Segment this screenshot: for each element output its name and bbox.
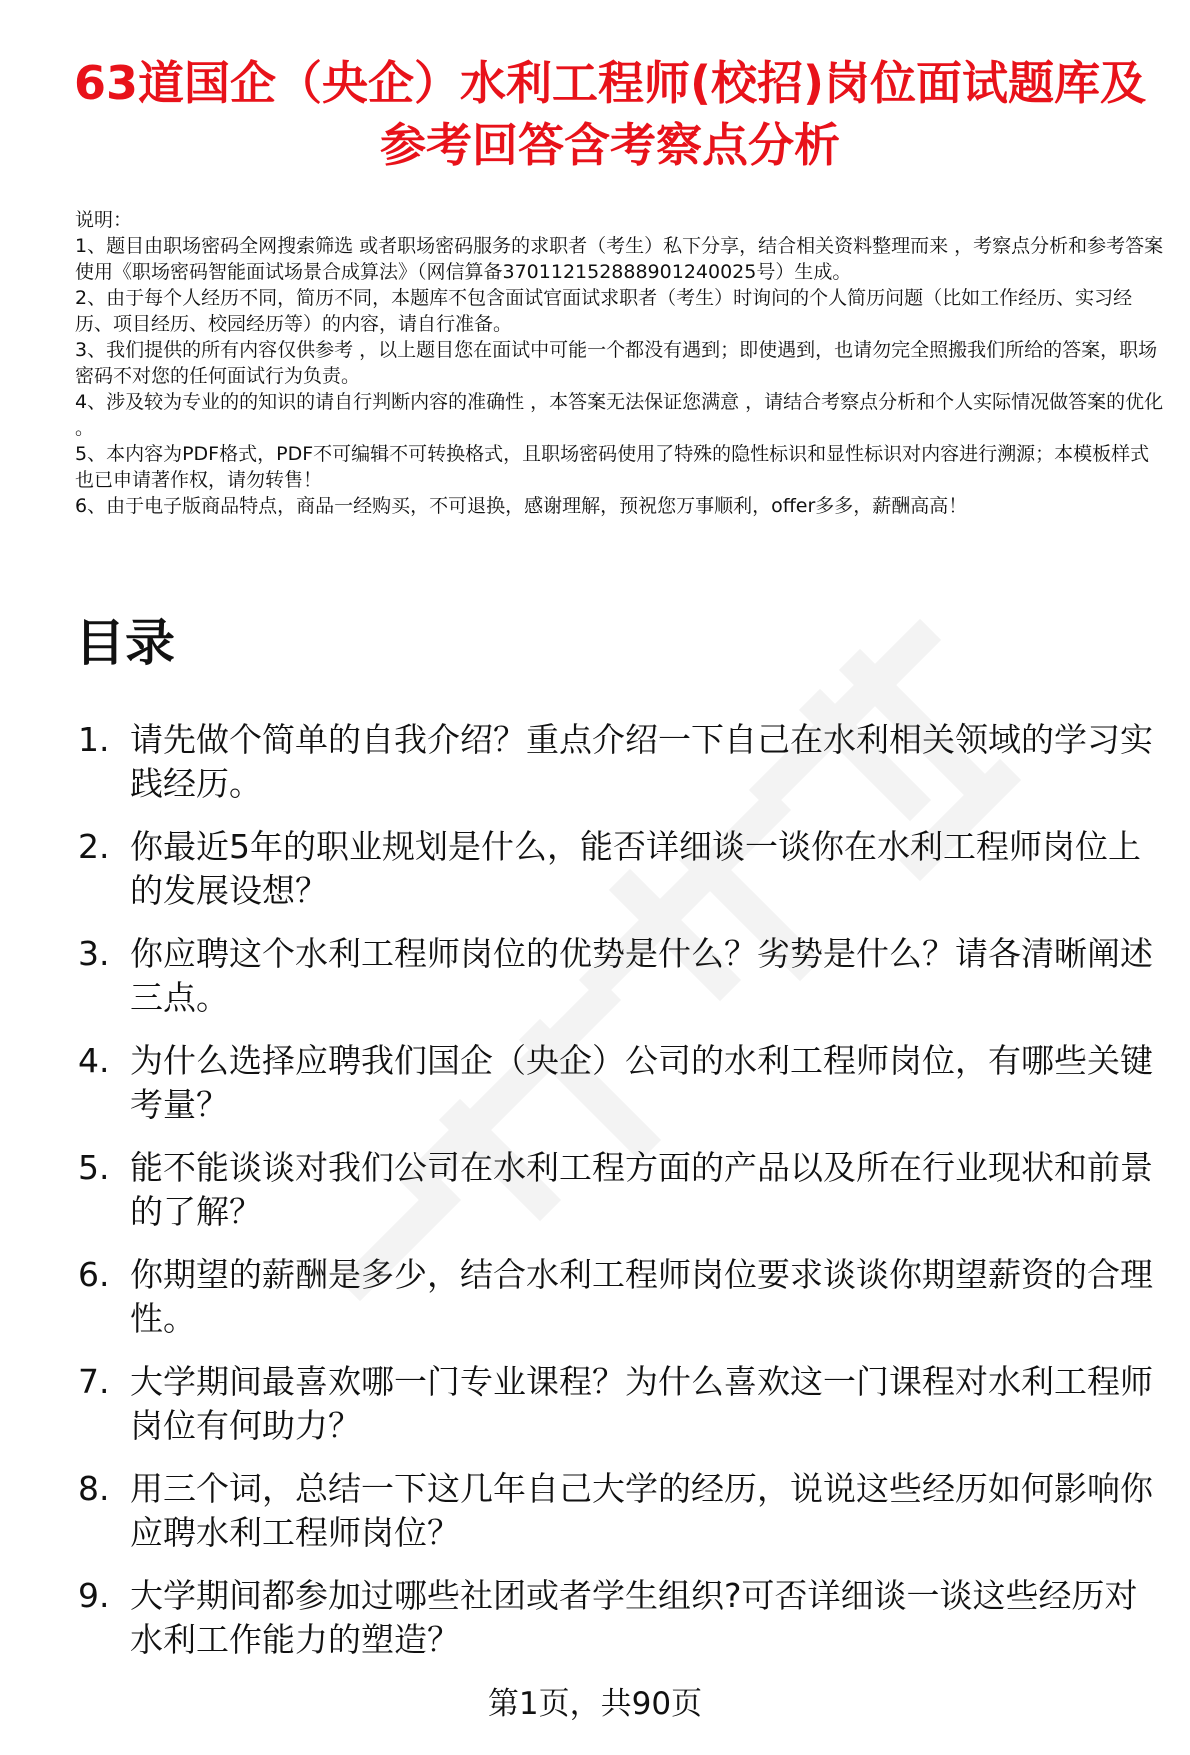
document-title: 63道国企（央企）水利工程师(校招)岗位面试题库及参考回答含考察点分析 [73,56,1147,172]
toc-item[interactable] [75,1467,1165,1574]
toc-item-number: 6. [78,1255,110,1294]
toc-item[interactable] [75,1360,1165,1467]
note-item: 5、本内容为PDF格式，PDF不可编辑不可转换格式，且职场密码使用了特殊的隐性标识和显性标识对内容进行溯源；本模板样式也已申请著作权，请勿转售！ [75,443,1150,491]
note-item: 2、由于每个人经历不同，简历不同，本题库不包含面试官面试求职者（考生）时询问的个人简历问题（比如工作经历、实习经历、项目经历、校园经历等）的内容，请自行准备。 [75,287,1133,335]
notes-section [75,207,1165,519]
toc-item-text: 请先做个简单的自我介绍？重点介绍一下自己在水利相关领域的学习实践经历。 [130,720,1153,803]
note-item: 3、我们提供的所有内容仅供参考 ，以上题目您在面试中可能一个都没有遇到；即使遇到，也请勿完全照搬我们所给的答案，职场密码不对您的任何面试行为负责。 [75,339,1158,387]
toc-item-text: 大学期间最喜欢哪一门专业课程？为什么喜欢这一门课程对水利工程师岗位有何助力？ [130,1362,1153,1445]
toc-item-text: 能不能谈谈对我们公司在水利工程方面的产品以及所在行业现状和前景的了解？ [130,1148,1153,1231]
toc-item[interactable] [75,1146,1165,1253]
toc-item-text: 你最近5年的职业规划是什么，能否详细谈一谈你在水利工程师岗位上的发展设想？ [130,827,1141,910]
toc-item[interactable] [75,718,1165,825]
toc-item-number: 3. [78,934,110,973]
toc-item[interactable] [75,825,1165,932]
page-footer: 第1页，共90页 [487,1686,703,1722]
toc-heading: 目录 [75,614,175,672]
toc-item-number: 1. [78,720,110,759]
toc-item[interactable] [75,1039,1165,1146]
toc-item[interactable] [75,1574,1165,1681]
toc-item-text: 用三个词，总结一下这几年自己大学的经历，说说这些经历如何影响你应聘水利工程师岗位？ [130,1469,1153,1552]
toc-item-number: 8. [78,1469,110,1508]
toc-item-text: 为什么选择应聘我们国企（央企）公司的水利工程师岗位，有哪些关键考量？ [130,1041,1153,1124]
note-item: 1、题目由职场密码全网搜索筛选 或者职场密码服务的求职者（考生）私下分享，结合相关资料整理而来 ，考察点分析和参考答案使用《职场密码智能面试场景合成算法》（网信算备370112152888901240025号）生成。 [75,235,1164,283]
toc-item-number: 4. [78,1041,110,1080]
toc-item-text: 你期望的薪酬是多少，结合水利工程师岗位要求谈谈你期望薪资的合理性。 [130,1255,1153,1338]
toc-item-text: 大学期间都参加过哪些社团或者学生组织?可否详细谈一谈这些经历对水利工作能力的塑造？ [130,1576,1138,1659]
toc-item-number: 2. [78,827,110,866]
toc-item[interactable] [75,1253,1165,1360]
toc-item[interactable] [75,932,1165,1039]
toc-item-number: 7. [78,1362,110,1401]
toc-item-number: 9. [78,1576,110,1615]
toc-list [75,718,1165,1681]
note-item: 6、由于电子版商品特点，商品一经购买，不可退换，感谢理解，预祝您万事顺利，offer多多，薪酬高高！ [75,495,968,517]
toc-item-text: 你应聘这个水利工程师岗位的优势是什么？劣势是什么？请各清晰阐述三点。 [130,934,1153,1017]
note-item: 4、涉及较为专业的的知识的请自行判断内容的准确性 ，本答案无法保证您满意 ，请结合考察点分析和个人实际情况做答案的优化 。 [75,391,1164,439]
toc-item-number: 5. [78,1148,110,1187]
notes-heading: 说明： [75,209,133,231]
